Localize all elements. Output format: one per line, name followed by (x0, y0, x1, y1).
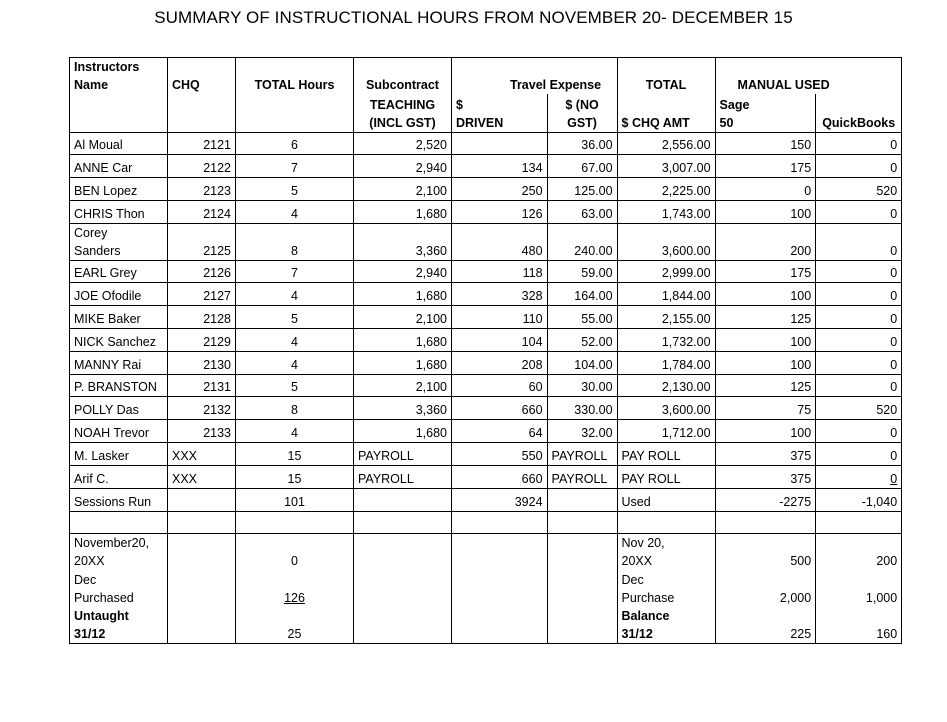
header-total-hours: TOTAL Hours (236, 58, 354, 95)
km-driven: 134 (452, 155, 548, 178)
instructor-name: Arif C. (70, 465, 168, 488)
km-driven: 110 (452, 306, 548, 329)
december-quickbooks: 1,000 (816, 570, 902, 607)
instructor-name: BEN Lopez (70, 178, 168, 201)
table-row (70, 329, 902, 352)
teaching-amount: 1,680 (354, 200, 452, 223)
december-hours: 126 (236, 570, 354, 607)
km-driven (452, 132, 548, 155)
chq-amount: 1,784.00 (617, 351, 715, 374)
teaching-amount: 2,940 (354, 260, 452, 283)
sage-used: 100 (715, 200, 816, 223)
instructor-name: POLLY Das (70, 397, 168, 420)
used-quickbooks: -1,040 (816, 488, 902, 511)
instructor-name: Corey Sanders (70, 223, 168, 260)
teaching-amount: 1,680 (354, 329, 452, 352)
sage-used: 100 (715, 351, 816, 374)
teaching-amount: PAYROLL (354, 465, 452, 488)
teaching-amount: 2,520 (354, 132, 452, 155)
balance-sage: 225 (715, 607, 816, 644)
table-row (70, 132, 902, 155)
chq-number: 2126 (168, 260, 236, 283)
total-hours: 4 (236, 329, 354, 352)
travel-amount: 240.00 (547, 223, 617, 260)
teaching-amount: 1,680 (354, 351, 452, 374)
chq-amount: 1,732.00 (617, 329, 715, 352)
sessions-row (70, 488, 902, 511)
instructor-name: NICK Sanchez (70, 329, 168, 352)
teaching-amount: 2,100 (354, 178, 452, 201)
quickbooks-used: 0 (816, 443, 902, 466)
total-hours: 5 (236, 374, 354, 397)
chq-amount: 3,600.00 (617, 397, 715, 420)
teaching-amount: 3,360 (354, 223, 452, 260)
total-hours: 8 (236, 397, 354, 420)
header-travel: Travel Expense (452, 58, 548, 95)
table-row (70, 306, 902, 329)
header-subcontract: Subcontract (354, 58, 452, 95)
balance-quickbooks: 160 (816, 607, 902, 644)
balance-label: Balance 31/12 (617, 607, 715, 644)
travel-amount: 164.00 (547, 283, 617, 306)
header-manual: MANUAL USED (715, 58, 816, 95)
used-label: Used (617, 488, 715, 511)
header-chq: CHQ (168, 58, 236, 95)
teaching-amount: 2,940 (354, 155, 452, 178)
november-quickbooks: 200 (816, 533, 902, 570)
used-sage: -2275 (715, 488, 816, 511)
chq-amount: 2,556.00 (617, 132, 715, 155)
km-driven: 250 (452, 178, 548, 201)
quickbooks-used: 0 (816, 132, 902, 155)
sage-used: 150 (715, 132, 816, 155)
sessions-driven: 3924 (452, 488, 548, 511)
instructor-rows (70, 132, 902, 488)
december-label-right: Dec Purchase (617, 570, 715, 607)
page-title: SUMMARY OF INSTRUCTIONAL HOURS FROM NOVEMBER 20- DECEMBER 15 (154, 8, 793, 27)
table-row (70, 420, 902, 443)
sage-used: 75 (715, 397, 816, 420)
quickbooks-used: 0 (816, 465, 902, 488)
chq-amount: 1,712.00 (617, 420, 715, 443)
teaching-amount: 3,360 (354, 397, 452, 420)
table-row (70, 443, 902, 466)
sage-used: 0 (715, 178, 816, 201)
teaching-amount: PAYROLL (354, 443, 452, 466)
instructor-name: EARL Grey (70, 260, 168, 283)
chq-number: 2124 (168, 200, 236, 223)
header-name: Instructors Name (70, 58, 168, 95)
table-row (70, 397, 902, 420)
travel-amount: 52.00 (547, 329, 617, 352)
sage-used: 100 (715, 283, 816, 306)
total-hours: 15 (236, 465, 354, 488)
chq-amount: 2,155.00 (617, 306, 715, 329)
december-label: Dec Purchased (70, 570, 168, 607)
untaught-hours: 25 (236, 607, 354, 644)
sage-used: 100 (715, 420, 816, 443)
chq-number: XXX (168, 443, 236, 466)
chq-amount: PAY ROLL (617, 465, 715, 488)
sage-used: 375 (715, 443, 816, 466)
quickbooks-used: 0 (816, 283, 902, 306)
chq-amount: 1,844.00 (617, 283, 715, 306)
travel-amount: 55.00 (547, 306, 617, 329)
teaching-amount: 2,100 (354, 374, 452, 397)
instructor-name: JOE Ofodile (70, 283, 168, 306)
instructor-name: Al Moual (70, 132, 168, 155)
sage-used: 175 (715, 260, 816, 283)
quickbooks-used: 0 (816, 374, 902, 397)
table-row (70, 351, 902, 374)
header-sage: Sage 50 (715, 94, 816, 132)
chq-number: 2122 (168, 155, 236, 178)
december-row (70, 570, 902, 607)
instructor-name: NOAH Trevor (70, 420, 168, 443)
teaching-amount: 1,680 (354, 420, 452, 443)
table-row (70, 465, 902, 488)
quickbooks-used: 0 (816, 329, 902, 352)
total-hours: 8 (236, 223, 354, 260)
total-hours: 4 (236, 283, 354, 306)
quickbooks-used: 0 (816, 155, 902, 178)
header-row-2 (70, 94, 902, 132)
travel-amount: 59.00 (547, 260, 617, 283)
header-row (70, 58, 902, 95)
travel-amount: 67.00 (547, 155, 617, 178)
total-hours: 6 (236, 132, 354, 155)
quickbooks-used: 0 (816, 260, 902, 283)
chq-number: 2132 (168, 397, 236, 420)
instructor-name: MIKE Baker (70, 306, 168, 329)
chq-amount: 2,999.00 (617, 260, 715, 283)
total-hours: 4 (236, 420, 354, 443)
sessions-label: Sessions Run (70, 488, 168, 511)
chq-number: XXX (168, 465, 236, 488)
sage-used: 175 (715, 155, 816, 178)
sage-used: 200 (715, 223, 816, 260)
travel-amount: 125.00 (547, 178, 617, 201)
header-quickbooks: QuickBooks (816, 94, 902, 132)
sessions-hours: 101 (236, 488, 354, 511)
km-driven: 480 (452, 223, 548, 260)
instructor-name: ANNE Car (70, 155, 168, 178)
chq-amount: 1,743.00 (617, 200, 715, 223)
km-driven: 660 (452, 465, 548, 488)
total-hours: 15 (236, 443, 354, 466)
km-driven: 60 (452, 374, 548, 397)
header-chq-amt: $ CHQ AMT (617, 94, 715, 132)
travel-amount: PAYROLL (547, 443, 617, 466)
hours-table (69, 57, 902, 644)
km-driven: 328 (452, 283, 548, 306)
chq-number: 2129 (168, 329, 236, 352)
table-row (70, 200, 902, 223)
instructor-name: CHRIS Thon (70, 200, 168, 223)
table-row (70, 178, 902, 201)
chq-amount: 3,007.00 (617, 155, 715, 178)
table-row (70, 374, 902, 397)
travel-amount: 30.00 (547, 374, 617, 397)
total-hours: 4 (236, 200, 354, 223)
quickbooks-used: 0 (816, 200, 902, 223)
sage-used: 125 (715, 374, 816, 397)
november-label-right: Nov 20, 20XX (617, 533, 715, 570)
total-hours: 7 (236, 155, 354, 178)
travel-amount: 104.00 (547, 351, 617, 374)
travel-amount: 32.00 (547, 420, 617, 443)
november-sage: 500 (715, 533, 816, 570)
travel-amount: 330.00 (547, 397, 617, 420)
header-no-gst: $ (NO GST) (547, 94, 617, 132)
untaught-label: Untaught 31/12 (70, 607, 168, 644)
teaching-amount: 1,680 (354, 283, 452, 306)
chq-number: 2130 (168, 351, 236, 374)
chq-number: 2121 (168, 132, 236, 155)
km-driven: 126 (452, 200, 548, 223)
chq-number: 2128 (168, 306, 236, 329)
instructor-name: M. Lasker (70, 443, 168, 466)
total-hours: 7 (236, 260, 354, 283)
teaching-amount: 2,100 (354, 306, 452, 329)
km-driven: 208 (452, 351, 548, 374)
november-row (70, 533, 902, 570)
chq-number: 2127 (168, 283, 236, 306)
blank-row (70, 511, 902, 533)
km-driven: 104 (452, 329, 548, 352)
travel-amount: PAYROLL (547, 465, 617, 488)
chq-amount: 2,130.00 (617, 374, 715, 397)
km-driven: 118 (452, 260, 548, 283)
table-row (70, 283, 902, 306)
chq-number: 2133 (168, 420, 236, 443)
header-total: TOTAL (617, 58, 715, 95)
chq-number: 2125 (168, 223, 236, 260)
table-row (70, 155, 902, 178)
km-driven: 64 (452, 420, 548, 443)
sage-used: 125 (715, 306, 816, 329)
sage-used: 375 (715, 465, 816, 488)
chq-number: 2131 (168, 374, 236, 397)
december-sage: 2,000 (715, 570, 816, 607)
instructor-name: MANNY Rai (70, 351, 168, 374)
chq-amount: 2,225.00 (617, 178, 715, 201)
sage-used: 100 (715, 329, 816, 352)
travel-amount: 36.00 (547, 132, 617, 155)
untaught-row (70, 607, 902, 644)
november-hours: 0 (236, 533, 354, 570)
instructor-name: P. BRANSTON (70, 374, 168, 397)
table-row (70, 223, 902, 260)
chq-number: 2123 (168, 178, 236, 201)
total-hours: 5 (236, 306, 354, 329)
chq-amount: 3,600.00 (617, 223, 715, 260)
quickbooks-used: 0 (816, 306, 902, 329)
header-driven: $ DRIVEN (452, 94, 548, 132)
november-label: November20, 20XX (70, 533, 168, 570)
header-teaching: TEACHING (INCL GST) (354, 94, 452, 132)
chq-amount: PAY ROLL (617, 443, 715, 466)
total-hours: 4 (236, 351, 354, 374)
km-driven: 660 (452, 397, 548, 420)
quickbooks-used: 0 (816, 223, 902, 260)
km-driven: 550 (452, 443, 548, 466)
table-row (70, 260, 902, 283)
quickbooks-used: 0 (816, 351, 902, 374)
quickbooks-used: 520 (816, 178, 902, 201)
total-hours: 5 (236, 178, 354, 201)
travel-amount: 63.00 (547, 200, 617, 223)
quickbooks-used: 0 (816, 420, 902, 443)
quickbooks-used: 520 (816, 397, 902, 420)
